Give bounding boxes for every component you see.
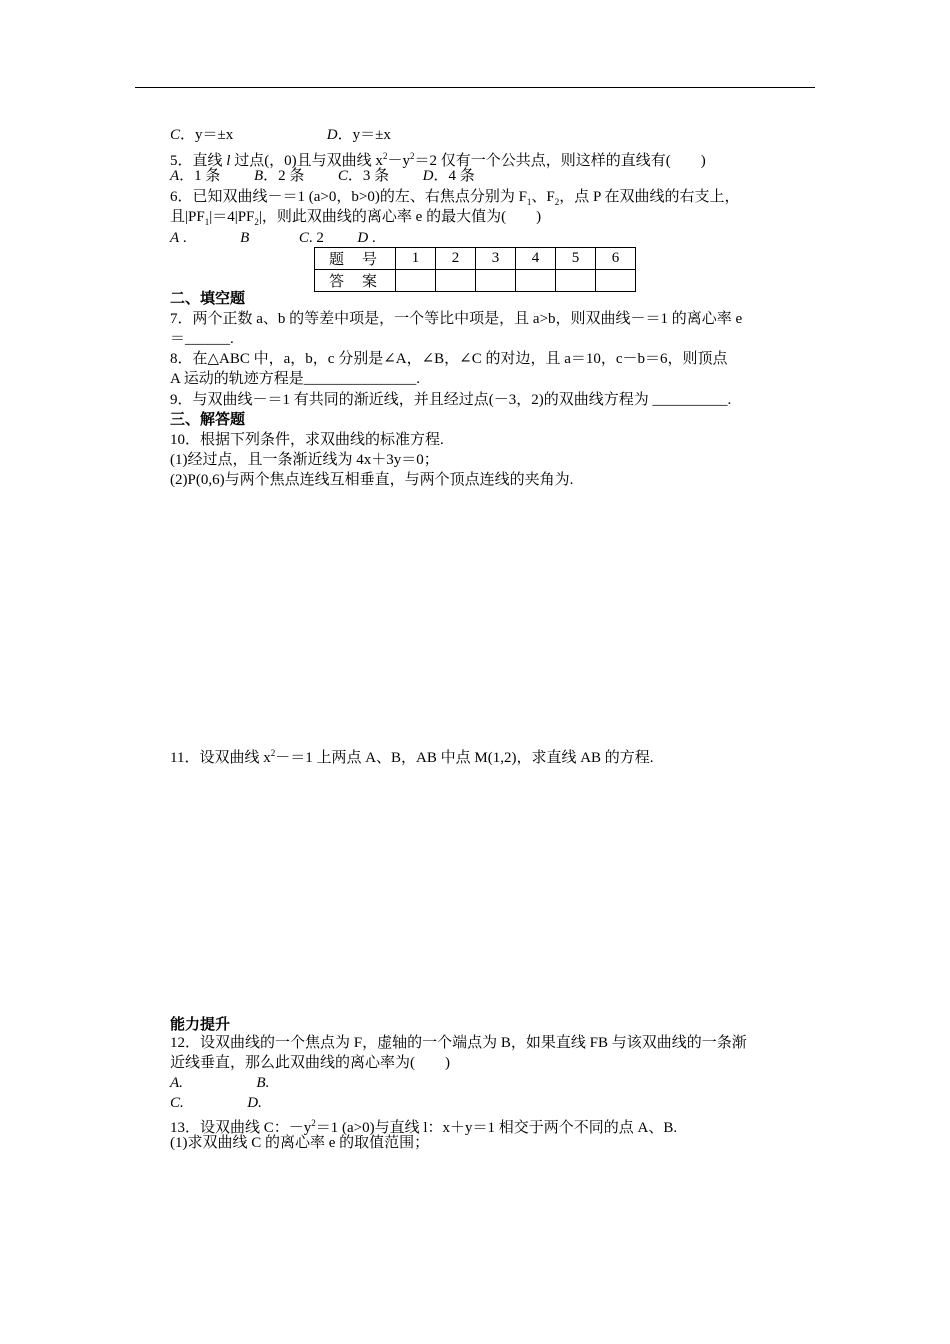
question-13-part1: (1)求双曲线 C 的离心率 e 的取值范围； <box>170 1135 430 1151</box>
option-d-label: D <box>247 1095 259 1111</box>
option-a-label: A <box>170 168 180 184</box>
question-8: 8．在△ABC 中，a，b，c 分别是∠A，∠B，∠C 的对边，且 a＝10，c－b＝6，则顶点 <box>170 351 728 367</box>
q13-text: ＝1 (a>0)与直线 l：x＋y＝1 相交于两个不同的点 A、B. <box>315 1120 678 1136</box>
answer-table <box>314 247 636 292</box>
table-row <box>315 270 636 292</box>
table-cell-number: 5 <box>556 248 596 270</box>
table-cell-number: 4 <box>516 248 556 270</box>
q5-text: ＝2 仅有一个公共点，则这样的直线有( ) <box>414 153 706 169</box>
option-a-text: ．1 条 <box>179 168 221 184</box>
answer-cell[interactable] <box>436 270 476 292</box>
table-header-answer: 答案 <box>315 270 396 292</box>
question-7: 7．两个正数 a、b 的等差中项是，一个等比中项是，且 a>b，则双曲线－＝1 的离心率 e <box>170 311 743 327</box>
option-c-text: . <box>180 1095 184 1111</box>
question-11 <box>170 743 654 768</box>
option-c-text: . 2 <box>308 230 324 246</box>
question-7-line2: ＝______. <box>170 331 234 347</box>
superscript: 2 <box>311 1118 316 1128</box>
q5-line-symbol: l <box>226 153 231 169</box>
subscript: 1 <box>526 197 532 207</box>
q4-options <box>170 125 391 145</box>
superscript: 2 <box>270 748 276 758</box>
option-d-text: . <box>368 230 376 246</box>
subscript: 2 <box>554 197 560 207</box>
q6-text: 、F <box>531 189 555 205</box>
option-c-label: C <box>298 230 309 246</box>
option-d-text: ．4 条 <box>433 168 475 184</box>
option-a-label: A <box>170 230 180 246</box>
q6-text: ，点 P 在双曲线的右支上， <box>559 189 740 205</box>
q12-options-ab <box>170 1073 269 1093</box>
table-cell-number: 2 <box>436 248 476 270</box>
answer-cell[interactable] <box>476 270 516 292</box>
table-header-question-number: 题号 <box>315 248 396 270</box>
option-d-label: D <box>326 127 338 143</box>
section-title-ability: 能力提升 <box>170 1017 231 1033</box>
header-rule <box>135 87 815 88</box>
table-cell-number: 1 <box>396 248 436 270</box>
q5-options <box>170 166 475 186</box>
option-b-label: B <box>240 230 250 246</box>
question-12: 12．设双曲线的一个焦点为 F，虚轴的一个端点为 B，如果直线 FB 与该双曲线的一条渐 <box>170 1035 747 1051</box>
q12-options-cd <box>170 1093 262 1113</box>
option-a-text: . <box>179 230 187 246</box>
option-b-text: ．2 条 <box>263 168 305 184</box>
q6-options <box>170 228 376 248</box>
option-b-text: . <box>265 1075 270 1091</box>
table-cell-number: 3 <box>476 248 516 270</box>
q11-text: 11．设双曲线 x <box>170 750 271 766</box>
q6-text: 且|PF <box>170 209 205 225</box>
table-cell-number: 6 <box>596 248 636 270</box>
option-b-label: B <box>253 168 264 184</box>
option-b-label: B <box>256 1075 266 1091</box>
option-a-text: . <box>179 1075 183 1091</box>
section-title-solve: 三、解答题 <box>170 412 246 428</box>
section-title-fill-in: 二、填空题 <box>170 291 246 307</box>
q6-text: |，则此双曲线的离心率 e 的最大值为( ) <box>258 209 542 225</box>
option-d-text: . <box>258 1095 262 1111</box>
table-row <box>315 248 636 270</box>
answer-cell[interactable] <box>556 270 596 292</box>
subscript: 1 <box>204 217 210 227</box>
q13-text: 13．设双曲线 C：－y <box>170 1120 312 1136</box>
option-a-label: A <box>170 1075 180 1091</box>
option-c-text: ．y＝±x <box>180 127 234 143</box>
answer-cell[interactable] <box>596 270 636 292</box>
question-9: 9．与双曲线－＝1 有共同的渐近线，并且经过点(－3，2)的双曲线方程为 __________. <box>170 392 732 408</box>
question-10: 10．根据下列条件，求双曲线的标准方程. <box>170 432 444 448</box>
superscript: 2 <box>409 151 415 161</box>
option-c-label: C <box>170 1095 181 1111</box>
q5-text: －y <box>387 153 410 169</box>
answer-cell[interactable] <box>396 270 436 292</box>
question-8-line2: A 运动的轨迹方程是_______________. <box>170 371 421 387</box>
q6-text: 6．已知双曲线－＝1 (a>0，b>0)的左、右焦点分别为 F <box>170 189 527 205</box>
superscript: 2 <box>382 151 388 161</box>
option-d-label: D <box>357 230 369 246</box>
question-12-line2: 近线垂直，那么此双曲线的离心率为( ) <box>170 1055 450 1071</box>
q11-text: －＝1 上两点 A、B，AB 中点 M(1,2)，求直线 AB 的方程. <box>275 750 654 766</box>
answer-cell[interactable] <box>516 270 556 292</box>
subscript: 2 <box>254 217 259 227</box>
option-d-text: ．y＝±x <box>337 127 391 143</box>
question-10-part1: (1)经过点，且一条渐近线为 4x＋3y＝0； <box>170 452 439 468</box>
question-10-part2: (2)P(0,6)与两个焦点连线互相垂直，与两个顶点连线的夹角为. <box>170 472 574 488</box>
option-c-text: ．3 条 <box>347 168 390 184</box>
option-c-label: C <box>170 127 181 143</box>
q5-text: 5．直线 <box>170 153 227 169</box>
option-c-label: C <box>337 168 348 184</box>
q6-text: |＝4|PF <box>209 209 255 225</box>
q5-text: 过点(，0)且与双曲线 x <box>230 153 383 169</box>
option-d-label: D <box>422 168 434 184</box>
